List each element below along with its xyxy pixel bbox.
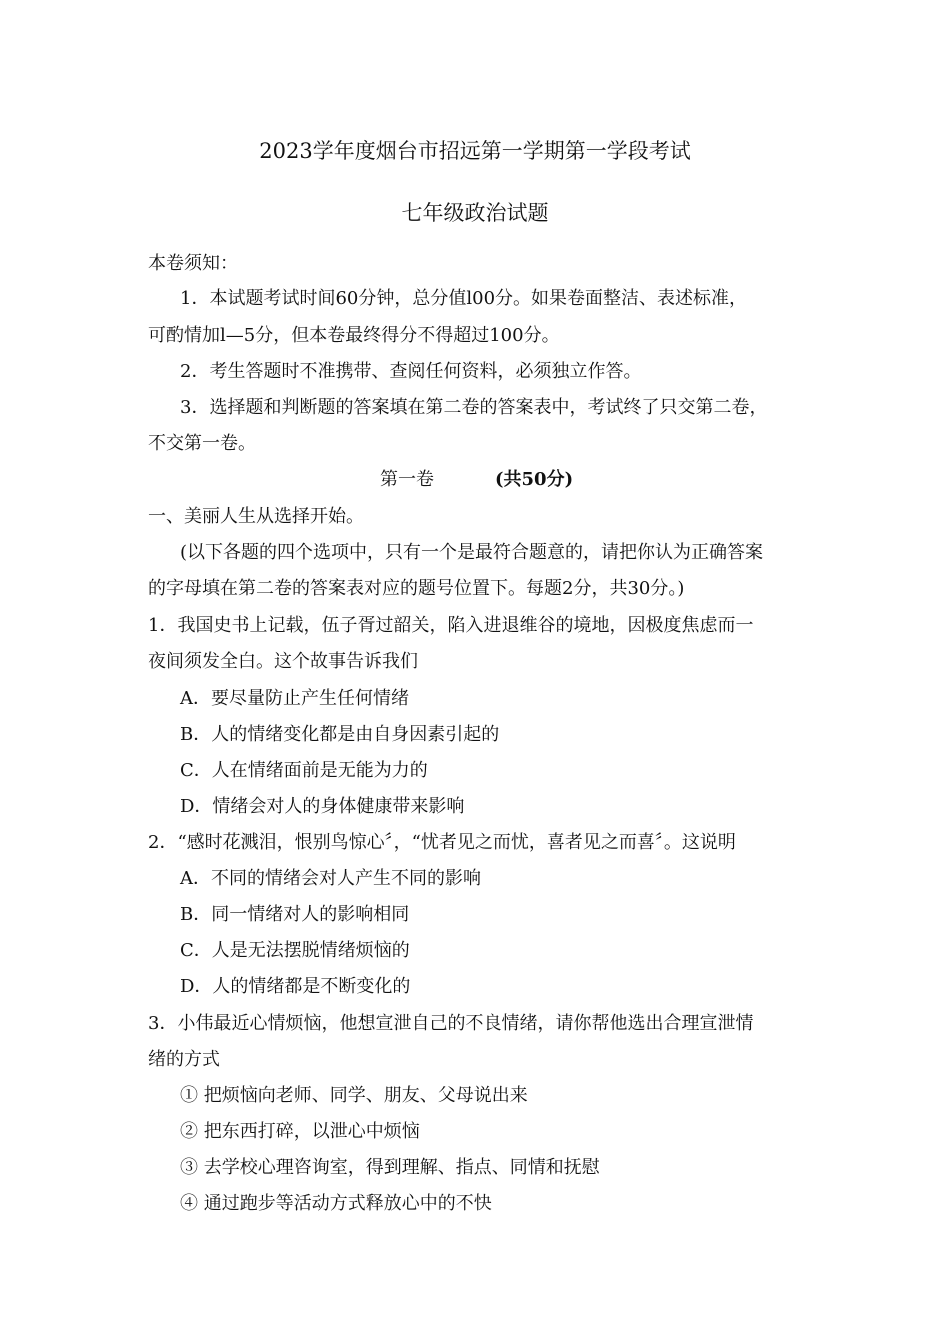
question-2-option-d: D．人的情绪都是不断变化的 xyxy=(180,976,411,997)
question-1-option-a: A．要尽量防止产生任何情绪 xyxy=(180,688,409,709)
question-2-stem-line-1: 2．“感时花溅泪，恨别鸟惊心〞，“忧者见之而忧，喜者见之而喜〞。这说明 xyxy=(148,832,736,853)
notice-item-1-line-1: 1．本试题考试时间60分钟，总分值l00分。如果卷面整洁、表述标准， xyxy=(180,288,748,309)
part-1-instruction-line-1: (以下各题的四个选项中，只有一个是最符合题意的，请把你认为正确答案 xyxy=(180,542,764,563)
question-3-option-4: ④ 通过跑步等活动方式释放心中的不快 xyxy=(180,1193,492,1214)
notice-heading: 本卷须知： xyxy=(148,253,238,274)
question-1-option-d: D．情绪会对人的身体健康带来影响 xyxy=(180,796,465,817)
question-1-option-c: C．人在情绪面前是无能为力的 xyxy=(180,760,428,781)
question-1-option-b: B．人的情绪变化都是由自身因素引起的 xyxy=(180,724,500,745)
part-1-instruction-line-2: 的字母填在第二卷的答案表对应的题号位置下。每题2分，共30分。) xyxy=(148,578,685,599)
exam-title: 2023学年度烟台市招远第一学期第一学段考试 xyxy=(259,139,691,163)
question-3-option-3: ③ 去学校心理咨询室，得到理解、指点、同情和抚慰 xyxy=(180,1157,600,1178)
volume-score: (共50分) xyxy=(495,469,574,490)
exam-subtitle: 七年级政治试题 xyxy=(401,201,549,225)
notice-item-3-line-1: 3．选择题和判断题的答案填在第二卷的答案表中，考试终了只交第二卷， xyxy=(180,397,768,418)
notice-item-1-line-2: 可酌情加l—5分，但本卷最终得分不得超过100分。 xyxy=(148,325,560,346)
question-3-option-1: ① 把烦恼向老师、同学、朋友、父母说出来 xyxy=(180,1085,528,1106)
notice-item-2: 2．考生答题时不准携带、查阅任何资料，必须独立作答。 xyxy=(180,361,642,382)
question-2-option-a: A．不同的情绪会对人产生不同的影响 xyxy=(180,868,481,889)
volume-name: 第一卷 xyxy=(380,469,434,490)
question-2-option-b: B．同一情绪对人的影响相同 xyxy=(180,904,410,925)
question-3-option-2: ② 把东西打碎，以泄心中烦恼 xyxy=(180,1121,420,1142)
question-3-stem-line-2: 绪的方式 xyxy=(148,1049,220,1070)
question-1-stem-line-2: 夜间须发全白。这个故事告诉我们 xyxy=(148,651,418,672)
part-1-heading: 一、美丽人生从选择开始。 xyxy=(148,506,364,527)
question-1-stem-line-1: 1．我国史书上记载，伍子胥过韶关，陷入进退维谷的境地，因极度焦虑而一 xyxy=(148,615,754,636)
question-3-stem-line-1: 3．小伟最近心情烦恼，他想宣泄自己的不良情绪，请你帮他选出合理宣泄情 xyxy=(148,1013,754,1034)
notice-item-3-line-2: 不交第一卷。 xyxy=(148,433,256,454)
question-2-option-c: C．人是无法摆脱情绪烦恼的 xyxy=(180,940,410,961)
